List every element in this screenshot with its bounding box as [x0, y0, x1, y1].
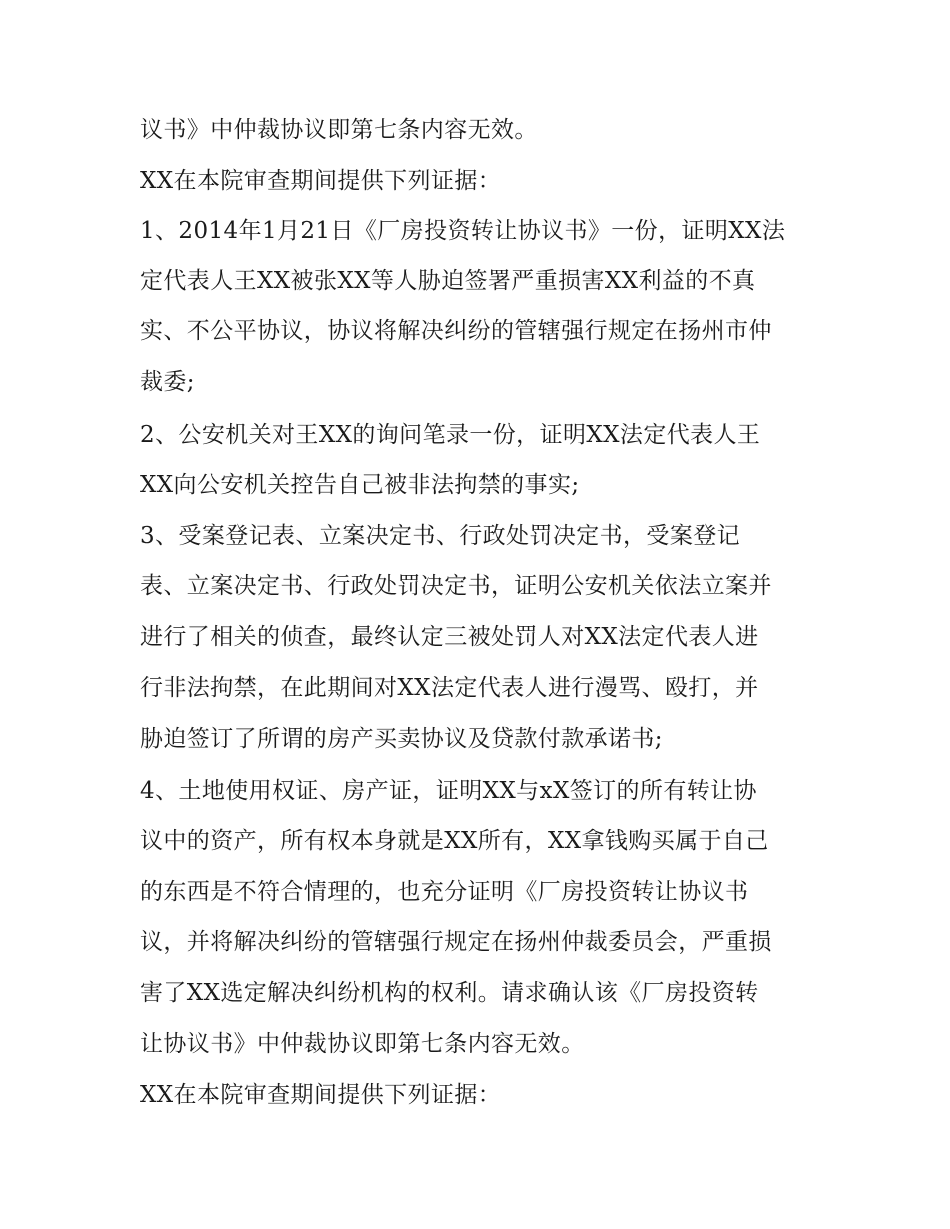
text-line: 实、不公平协议，协议将解决纠纷的管辖强行规定在扬州市仲 — [140, 318, 772, 344]
text-line: 1、2014年1月21日《厂房投资转让协议书》一份，证明XX法 — [140, 218, 786, 244]
text-line: 裁委; — [140, 369, 195, 395]
text-line: 议，并将解决纠纷的管辖强行规定在扬州仲裁委员会，严重损 — [140, 929, 772, 955]
text-line: 4、土地使用权证、房产证，证明XX与xX签订的所有转让协 — [140, 778, 757, 804]
text-line: 进行了相关的侦查，最终认定三被处罚人对XX法定代表人进 — [140, 624, 759, 650]
text-line: 让协议书》中仲裁协议即第七条内容无效。 — [140, 1031, 585, 1057]
text-line: 行非法拘禁，在此期间对XX法定代表人进行漫骂、殴打，并 — [140, 675, 759, 701]
text-line: 3、受案登记表、立案决定书、行政处罚决定书，受案登记 — [140, 523, 741, 549]
text-line: 2、公安机关对王XX的询问笔录一份，证明XX法定代表人王 — [140, 422, 761, 448]
text-line: 胁迫签订了所谓的房产买卖协议及贷款付款承诺书; — [140, 726, 663, 752]
text-line: 定代表人王XX被张XX等人胁迫签署严重损害XX利益的不真 — [140, 268, 756, 294]
text-line: XX在本院审查期间提供下列证据： — [140, 168, 502, 194]
text-line: XX向公安机关控告自己被非法拘禁的事实; — [140, 472, 580, 498]
text-line: 的东西是不符合情理的，也充分证明《厂房投资转让协议书 — [140, 879, 749, 905]
text-line: 议中的资产，所有权本身就是XX所有，XX拿钱购买属于自己 — [140, 828, 769, 854]
text-line: 议书》中仲裁协议即第七条内容无效。 — [140, 117, 538, 143]
text-line: 表、立案决定书、行政处罚决定书，证明公安机关依法立案并 — [140, 573, 772, 599]
text-line: XX在本院审查期间提供下列证据： — [140, 1082, 502, 1108]
text-line: 害了XX选定解决纠纷机构的权利。请求确认该《厂房投资转 — [140, 980, 759, 1006]
